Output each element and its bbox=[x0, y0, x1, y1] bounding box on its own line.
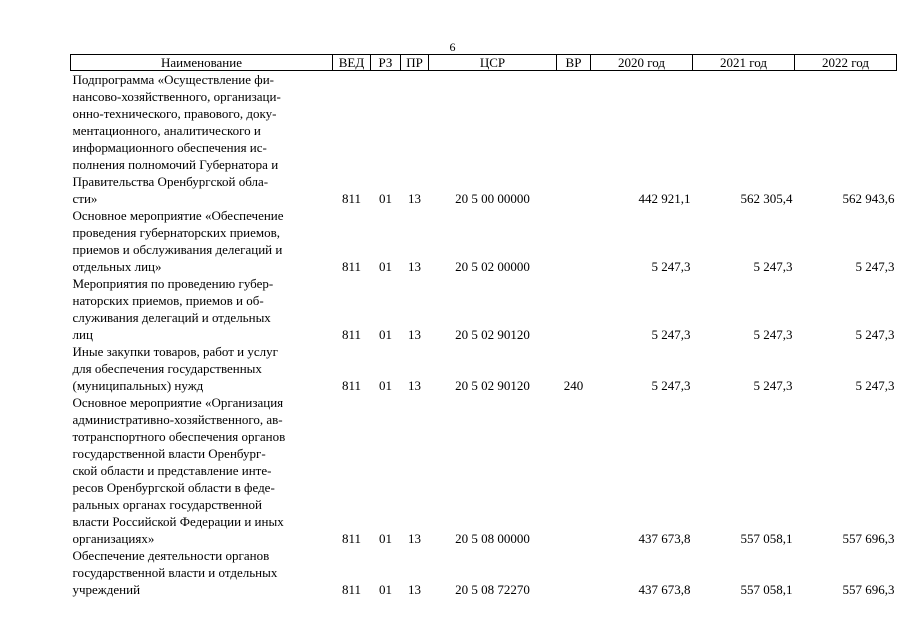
row-name: Подпрограмма «Осуществление фи- нансово-хозяйственного, организаци- онно-технического, правового, доку- ментационного, аналитического и информационного обеспечения ис- полнения полномочий Губернатора и Правительства Оренбургской обла- сти» bbox=[72, 72, 281, 206]
row-csr: 20 5 02 90120 bbox=[455, 327, 530, 342]
table-row bbox=[71, 343, 897, 394]
header-pr: ПР bbox=[401, 55, 429, 71]
row-name: Основное мероприятие «Организация административно-хозяйственного, ав- тотранспортного обеспечения органов государственной власти Оренбург- ской области и представление инте- ресов Оренбургской области в феде- ральных органах государственной власти Российской Федерации и иных организациях» bbox=[72, 395, 286, 546]
row-2020: 437 673,8 bbox=[638, 531, 691, 546]
row-2022: 5 247,3 bbox=[855, 259, 895, 274]
row-pr: 13 bbox=[408, 531, 421, 546]
row-pr: 13 bbox=[408, 378, 421, 393]
row-pr: 13 bbox=[408, 582, 421, 597]
row-2022: 5 247,3 bbox=[855, 327, 895, 342]
row-2022: 557 696,3 bbox=[842, 531, 895, 546]
row-2022: 5 247,3 bbox=[855, 378, 895, 393]
header-2020: 2020 год bbox=[591, 55, 693, 71]
row-vr: 240 bbox=[563, 378, 584, 393]
row-ved: 811 bbox=[341, 582, 362, 597]
header-vr: ВР bbox=[557, 55, 591, 71]
row-ved: 811 bbox=[341, 531, 362, 546]
row-2022: 562 943,6 bbox=[842, 191, 895, 206]
row-csr: 20 5 00 00000 bbox=[455, 191, 530, 206]
row-rz: 01 bbox=[379, 259, 392, 274]
row-csr: 20 5 08 00000 bbox=[455, 531, 530, 546]
row-csr: 20 5 08 72270 bbox=[455, 582, 530, 597]
header-rz: РЗ bbox=[371, 55, 401, 71]
row-vr bbox=[557, 71, 591, 208]
table-row bbox=[71, 275, 897, 343]
row-ved: 811 bbox=[341, 378, 362, 393]
row-ved: 811 bbox=[341, 327, 362, 342]
budget-table bbox=[70, 54, 897, 598]
header-2021: 2021 год bbox=[693, 55, 795, 71]
row-vr bbox=[557, 547, 591, 598]
row-2021: 557 058,1 bbox=[740, 531, 793, 546]
row-2021: 5 247,3 bbox=[753, 378, 793, 393]
page-number: 6 bbox=[449, 40, 456, 54]
row-vr bbox=[557, 275, 591, 343]
table-row bbox=[71, 207, 897, 275]
row-ved: 811 bbox=[341, 259, 362, 274]
table-row bbox=[71, 547, 897, 598]
table-row bbox=[71, 394, 897, 547]
row-vr bbox=[557, 207, 591, 275]
row-2021: 5 247,3 bbox=[753, 259, 793, 274]
table-header-row bbox=[71, 55, 897, 71]
row-2022: 557 696,3 bbox=[842, 582, 895, 597]
row-rz: 01 bbox=[379, 191, 392, 206]
row-2021: 562 305,4 bbox=[740, 191, 793, 206]
row-csr: 20 5 02 00000 bbox=[455, 259, 530, 274]
row-2020: 437 673,8 bbox=[638, 582, 691, 597]
row-2021: 557 058,1 bbox=[740, 582, 793, 597]
row-rz: 01 bbox=[379, 378, 392, 393]
row-rz: 01 bbox=[379, 582, 392, 597]
row-vr bbox=[557, 394, 591, 547]
header-ved: ВЕД bbox=[333, 55, 371, 71]
row-2020: 5 247,3 bbox=[651, 327, 691, 342]
row-name: Обеспечение деятельности органов государственной власти и отдельных учреждений bbox=[72, 548, 278, 597]
row-pr: 13 bbox=[408, 191, 421, 206]
row-rz: 01 bbox=[379, 531, 392, 546]
row-pr: 13 bbox=[408, 259, 421, 274]
row-pr: 13 bbox=[408, 327, 421, 342]
row-name: Основное мероприятие «Обеспечение проведения губернаторских приемов, приемов и обслуживания делегаций и отдельных лиц» bbox=[72, 208, 284, 274]
row-2021: 5 247,3 bbox=[753, 327, 793, 342]
row-2020: 5 247,3 bbox=[651, 259, 691, 274]
row-2020: 5 247,3 bbox=[651, 378, 691, 393]
row-name: Иные закупки товаров, работ и услуг для обеспечения государственных (муниципальных) нужд bbox=[72, 344, 278, 393]
row-2020: 442 921,1 bbox=[638, 191, 691, 206]
row-rz: 01 bbox=[379, 327, 392, 342]
table-row bbox=[71, 71, 897, 208]
header-2022: 2022 год bbox=[795, 55, 897, 71]
header-name: Наименование bbox=[71, 55, 333, 71]
row-name: Мероприятия по проведению губер- наторских приемов, приемов и об- служивания делегаций и отдельных лиц bbox=[72, 276, 274, 342]
row-csr: 20 5 02 90120 bbox=[455, 378, 530, 393]
header-csr: ЦСР bbox=[429, 55, 557, 71]
row-ved: 811 bbox=[341, 191, 362, 206]
